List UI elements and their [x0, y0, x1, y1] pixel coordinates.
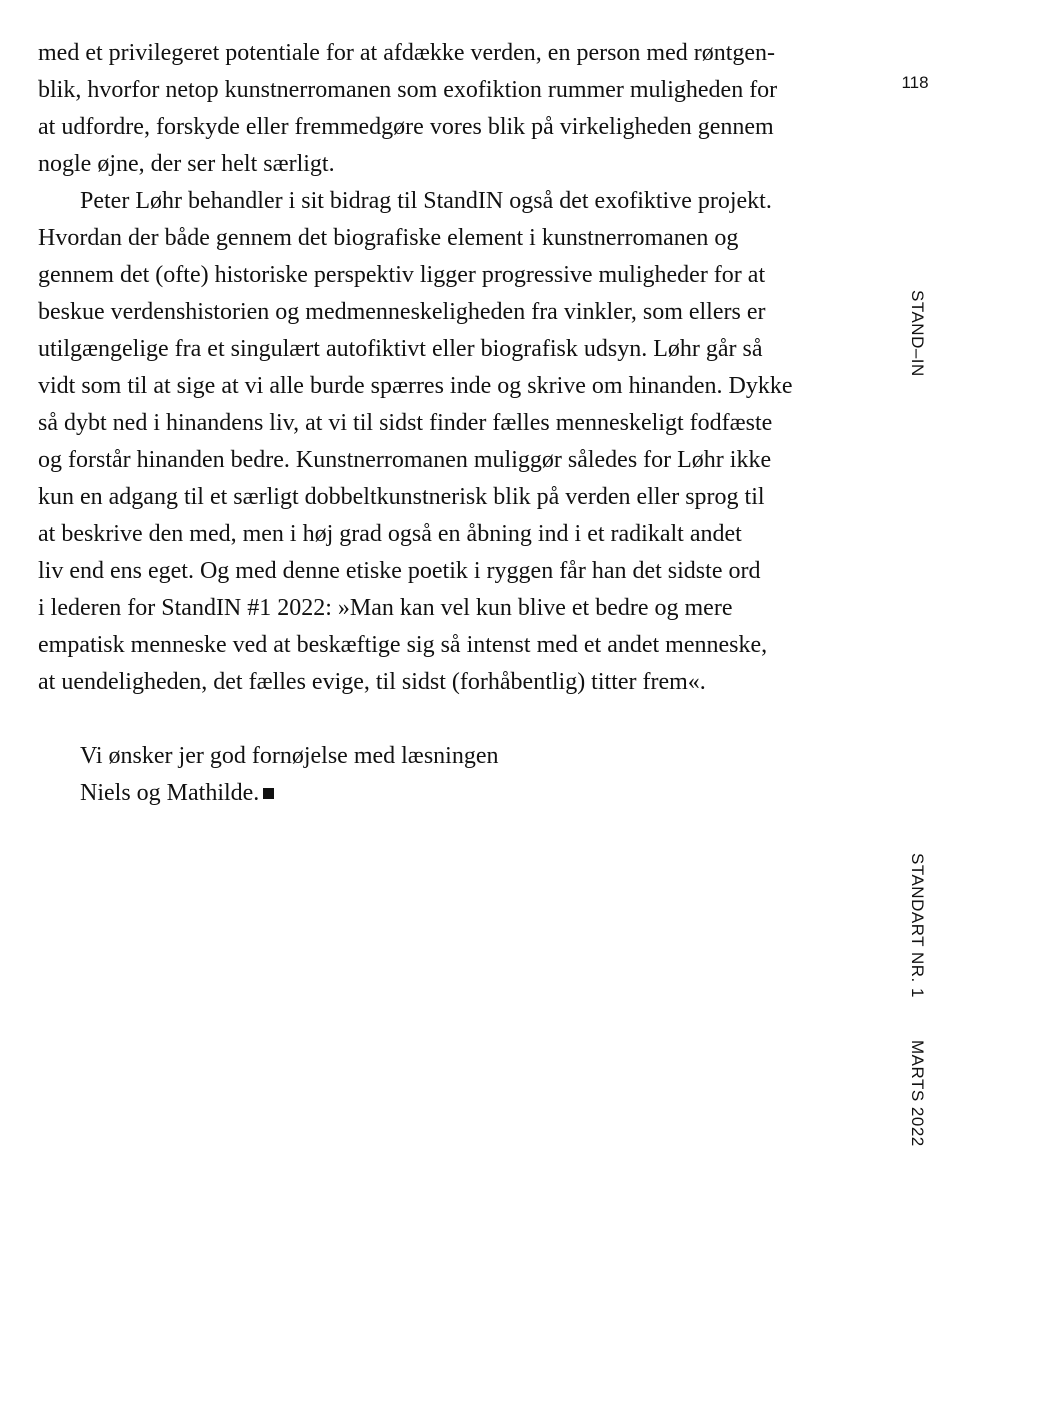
- journal-label: STANDART NR. 1: [908, 853, 927, 998]
- text-line: blik, hvorfor netop kunstnerromanen som exofiktion rummer muligheden for: [38, 77, 778, 103]
- page-number: 118: [901, 73, 929, 92]
- text-line: kun en adgang til et særligt dobbeltkunstnerisk blik på verden eller sprog til: [38, 484, 765, 510]
- text-line: så dybt ned i hinandens liv, at vi til sidst finder fælles menneskeligt fodfæste: [38, 410, 773, 436]
- text-line: Hvordan der både gennem det biografiske element i kunstnerromanen og: [38, 225, 739, 251]
- text-line: og forstår hinanden bedre. Kunstnerromanen muliggør således for Løhr ikke: [38, 447, 772, 473]
- closing-line: Vi ønsker jer god fornøjelse med læsningen: [80, 743, 499, 769]
- text-line: Peter Løhr behandler i sit bidrag til StandIN også det exofiktive projekt.: [80, 188, 772, 214]
- text-line: at udfordre, forskyde eller fremmedgøre vores blik på virkeligheden gennem: [38, 114, 774, 140]
- signature: Niels og Mathilde.: [80, 780, 260, 806]
- date-label: MARTS 2022: [908, 1040, 927, 1147]
- section-label: STAND–IN: [908, 290, 927, 377]
- text-line: vidt som til at sige at vi alle burde spærres inde og skrive om hinanden. Dykke: [38, 373, 793, 399]
- text-line: beskue verdenshistorien og medmenneskeligheden fra vinkler, som ellers er: [38, 299, 766, 325]
- text-line: utilgængelige fra et singulært autofiktivt eller biografisk udsyn. Løhr går så: [38, 336, 763, 362]
- text-line: empatisk menneske ved at beskæftige sig så intenst med et andet menneske,: [38, 632, 768, 658]
- blank-line: [38, 701, 843, 738]
- end-mark-icon: [263, 788, 274, 799]
- signature-line: [38, 775, 843, 812]
- text-line: gennem det (ofte) historiske perspektiv ligger progressive muligheder for at: [38, 262, 766, 288]
- text-line: at beskrive den med, men i høj grad også en åbning ind i et radikalt andet: [38, 521, 742, 547]
- text-line: nogle øjne, der ser helt særligt.: [38, 151, 335, 177]
- text-line: med et privilegeret potentiale for at afdække verden, en person med røntgen-: [38, 40, 776, 66]
- text-line: at uendeligheden, det fælles evige, til sidst (forhåbentlig) titter frem«.: [38, 669, 706, 695]
- text-line: i lederen for StandIN #1 2022: »Man kan vel kun blive et bedre og mere: [38, 595, 733, 621]
- body-text: [38, 35, 843, 812]
- text-line: liv end ens eget. Og med denne etiske poetik i ryggen får han det sidste ord: [38, 558, 761, 584]
